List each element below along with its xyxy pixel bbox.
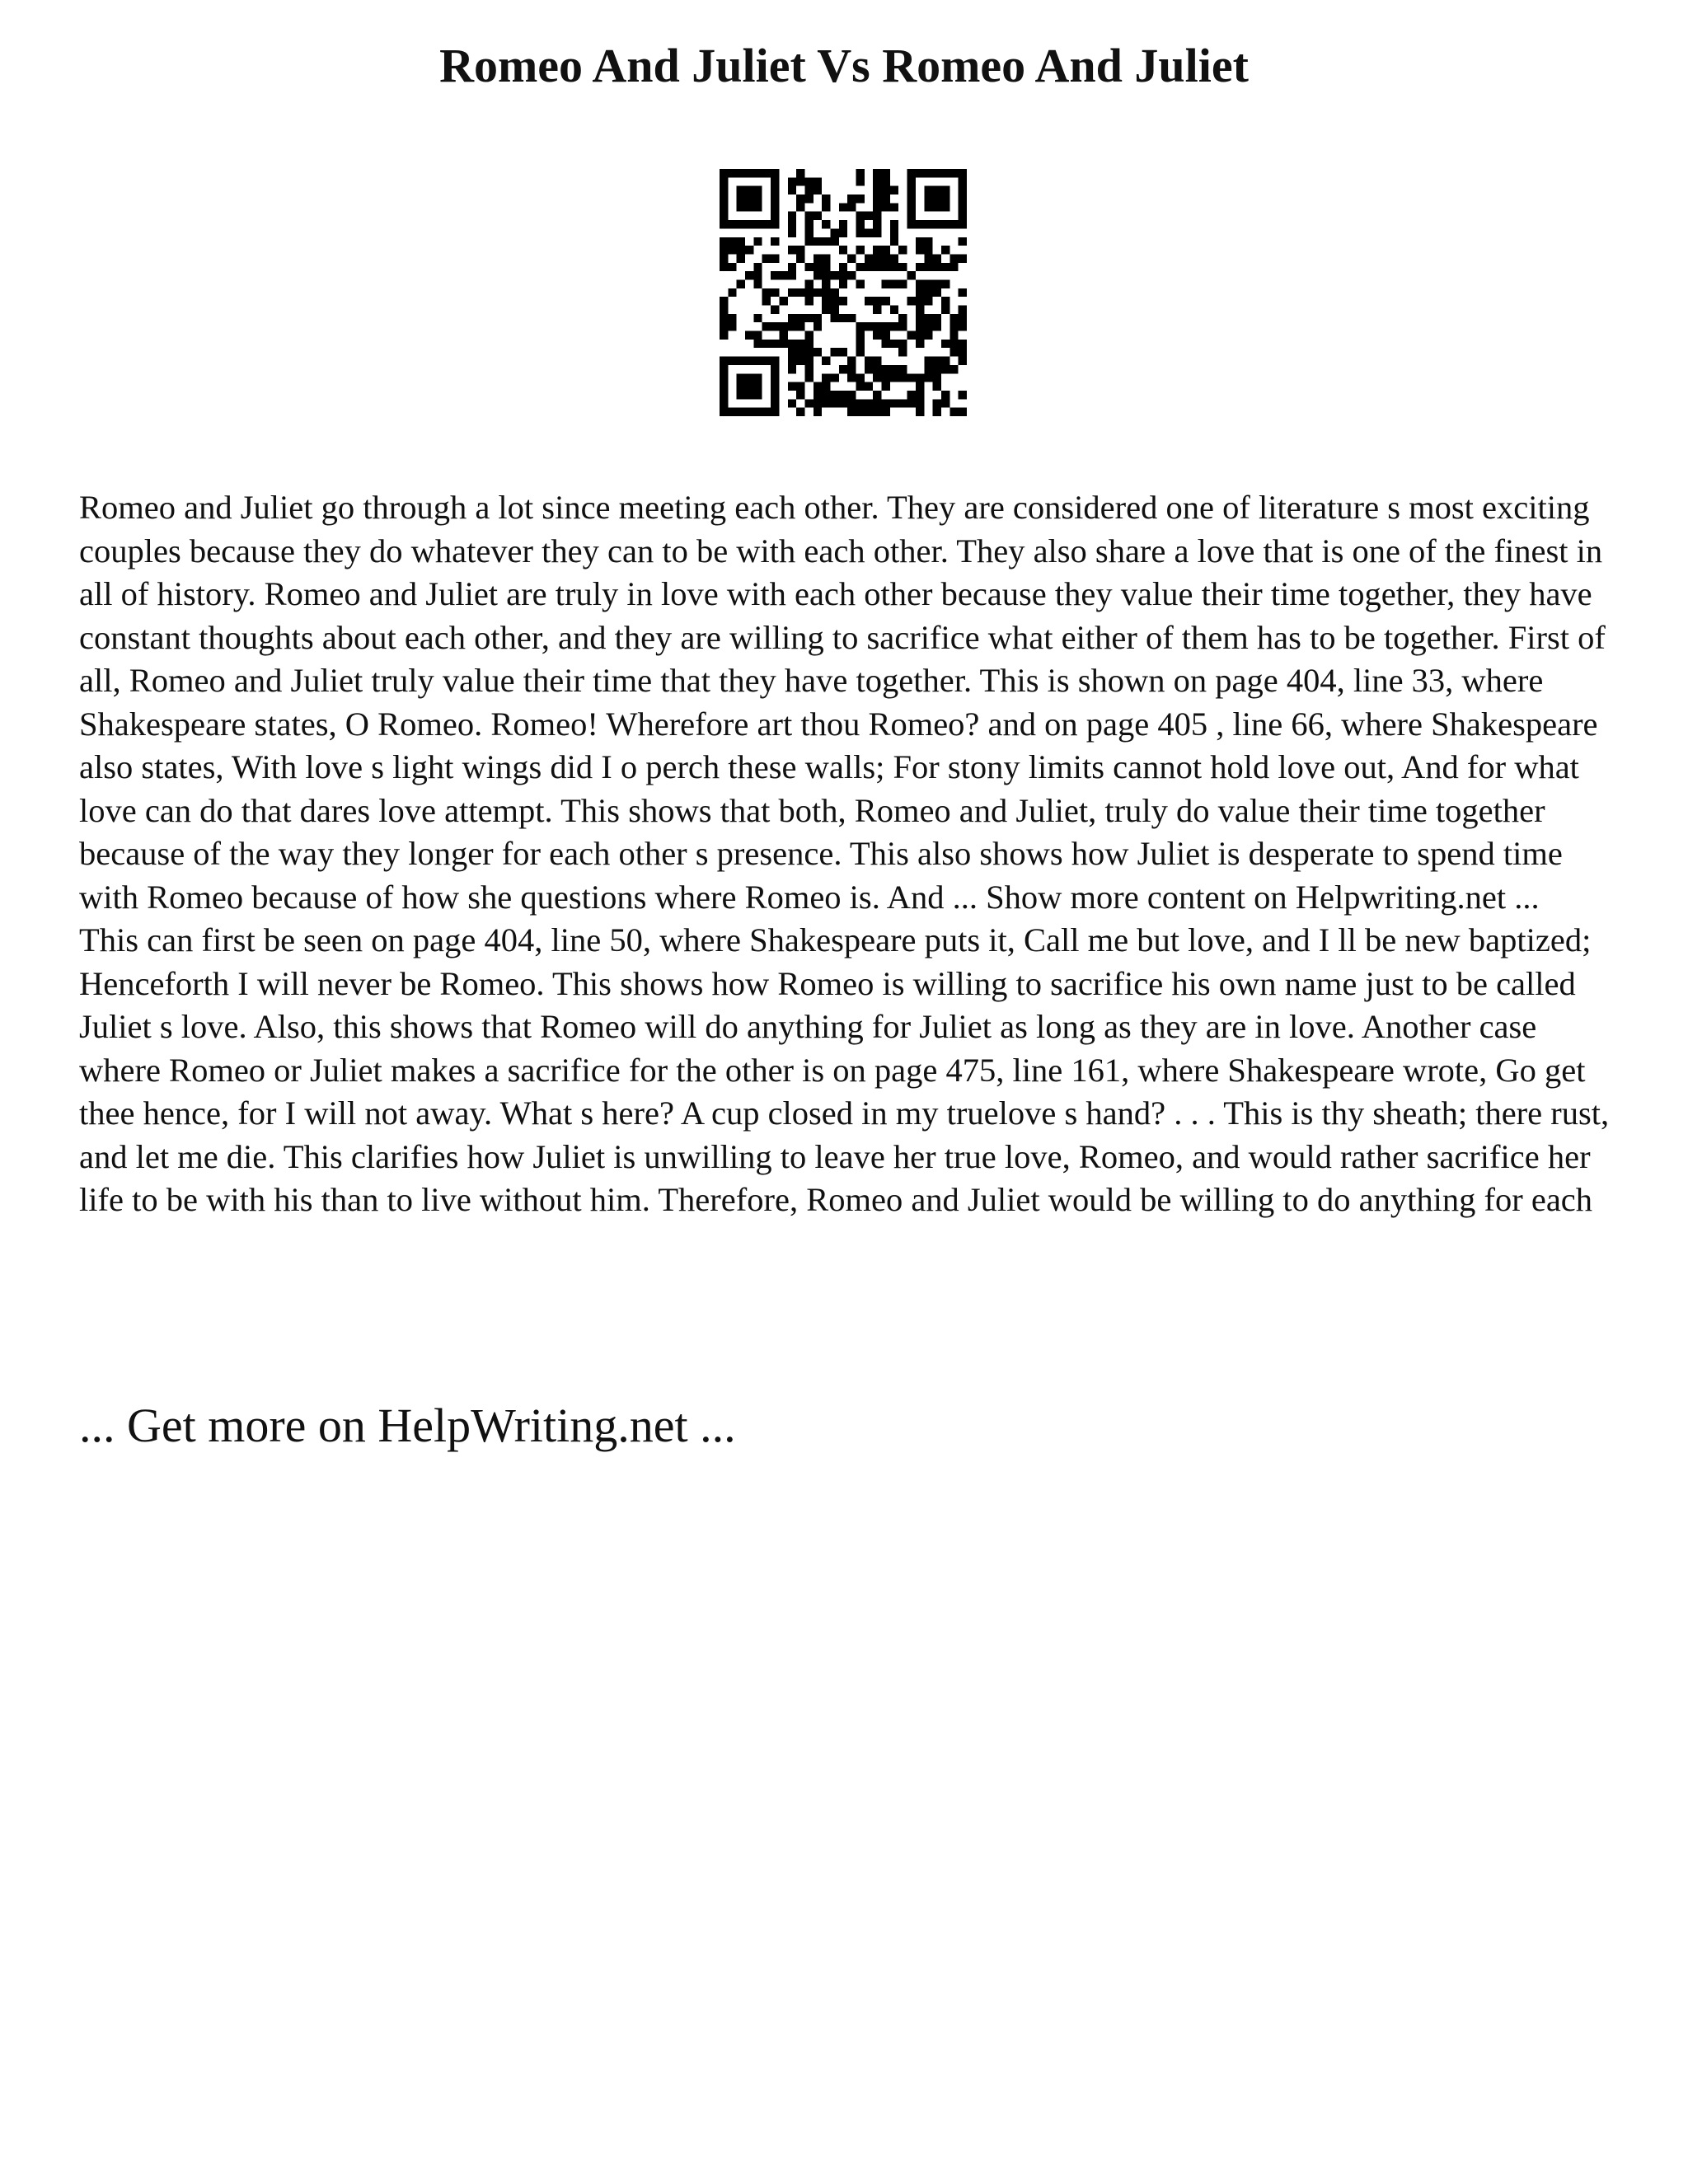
essay-paragraph: Romeo and Juliet go through a lot since meeting each other. They are considered one of literature s most exciting couples because they do whatever they can to be with each other. They also share a love that is one of the finest in all of history. Romeo and Juliet are truly in love with each other because they value their time together, they have constant thoughts about each other, and they are willing to sacrifice what either of them has to be together. First of all, Romeo and Juliet truly value their time that they have together. This is shown on page 404, line 33, where Shakespeare states, O Romeo. Romeo! Wherefore art thou Romeo? and on page 405 , line 66, where Shakespeare also states, With love s light wings did I o perch these walls; For stony limits cannot hold love out, And for what love can do that dares love attempt. This shows that both, Romeo and Juliet, truly do value their time together because of the way they longer for each other s presence. This also shows how Juliet is desperate to spend time with Romeo because of how she questions where Romeo is. And ... Show more content on Helpwriting.net ... [79, 489, 1606, 916]
essay-body [79, 486, 1612, 1222]
get-more-link[interactable]: ... Get more on HelpWriting.net ... [79, 1399, 736, 1452]
qr-code-icon[interactable] [720, 169, 967, 416]
page-title: Romeo And Juliet Vs Romeo And Juliet [439, 39, 1249, 92]
essay-paragraph: This can first be seen on page 404, line 50, where Shakespeare puts it, Call me but love, and I ll be new baptized; Henceforth I will never be Romeo. This shows how Romeo is willing to sacrifice his own name just to be called Juliet s love. Also, this shows that Romeo will do anything for Juliet as long as they are in love. Another case where Romeo or Juliet makes a sacrifice for the other is on page 475, line 161, where Shakespeare wrote, Go get thee hence, for I will not away. What s here? A cup closed in my truelove s hand? . . . This is thy sheath; there rust, and let me die. This clarifies how Juliet is unwilling to leave her true love, Romeo, and would rather sacrifice her life to be with his than to live without him. Therefore, Romeo and Juliet would be willing to do anything for each [79, 921, 1610, 1218]
